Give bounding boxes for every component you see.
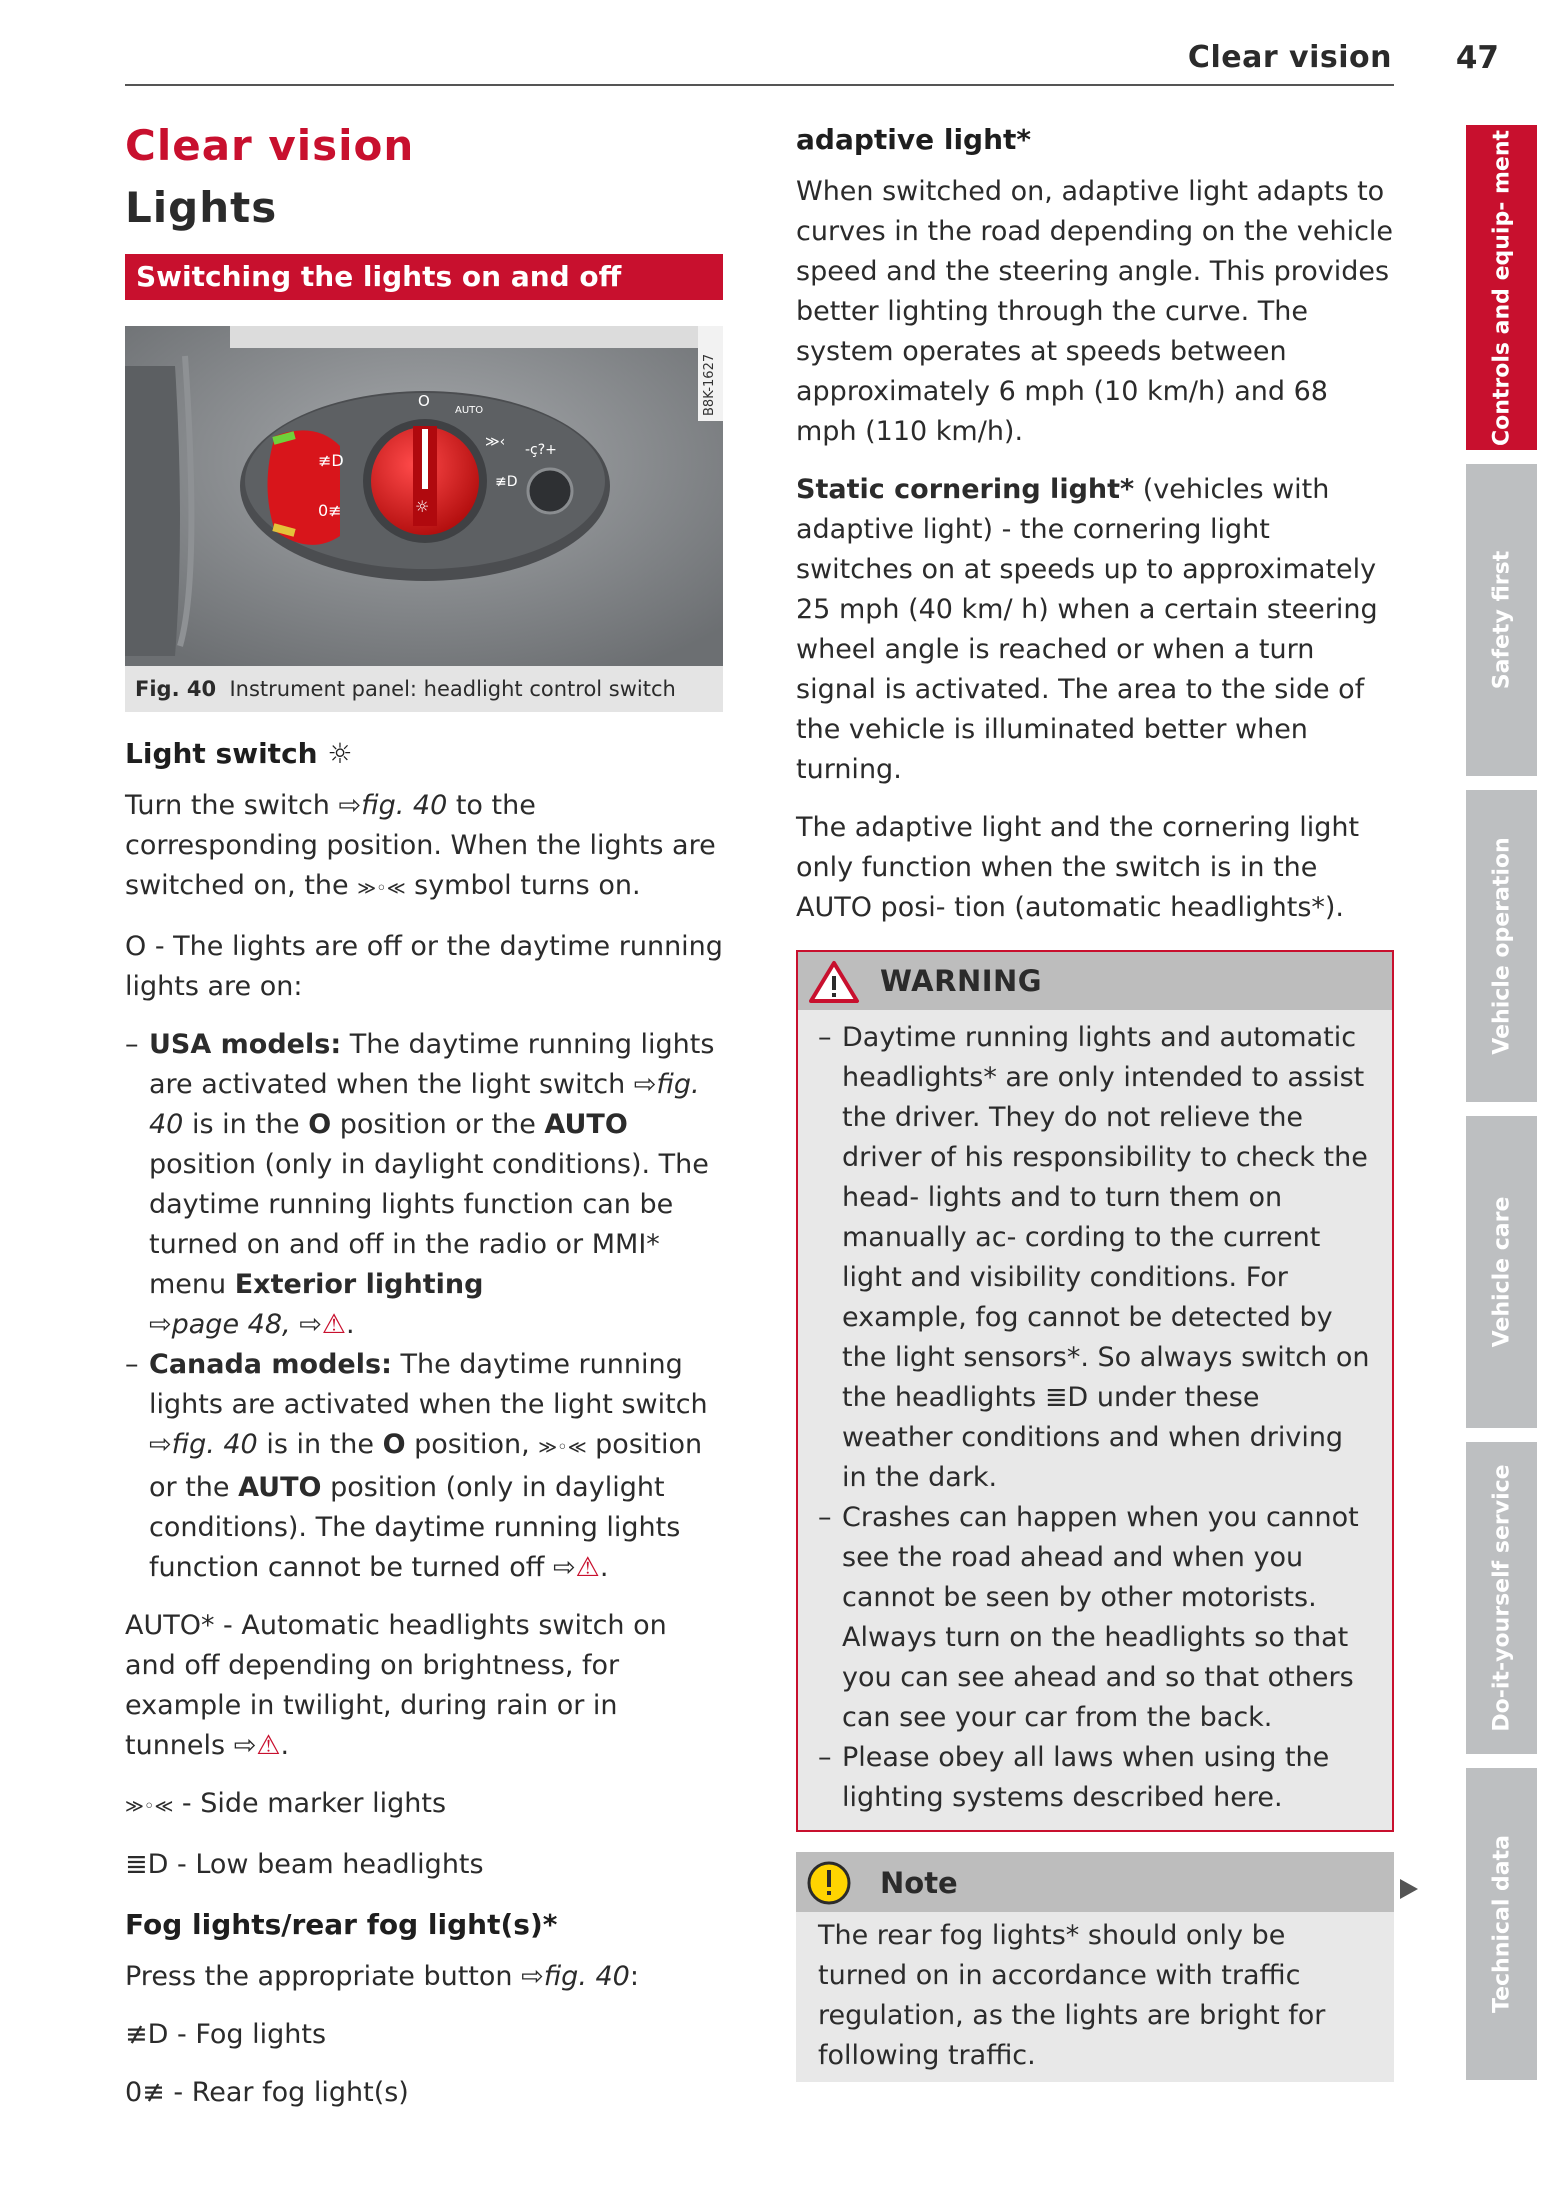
rear-fog-line: 0≢ - Rear fog light(s) (125, 2077, 409, 2108)
page-number: 47 (1455, 40, 1499, 76)
side-marker-icon: ≫◦≪ (357, 878, 406, 899)
note-label: Note (880, 1866, 958, 1900)
running-title: Clear vision (1187, 40, 1392, 75)
right-column (796, 120, 1394, 2082)
side-marker-icon: ≫◦≪ (538, 1437, 587, 1458)
tab-technical-data[interactable]: Technical data (1466, 1768, 1537, 2080)
tab-vehicle-operation[interactable]: Vehicle operation (1466, 790, 1537, 1102)
low-beam-icon: ≣D (1044, 1382, 1089, 1413)
note-body (796, 1912, 1394, 2082)
warning-body (798, 1010, 1392, 1830)
warning-triangle-icon[interactable]: ⚠ (256, 1730, 281, 1761)
warning-icon (808, 960, 860, 1004)
arrow-icon: ⇨ (233, 1730, 257, 1761)
side-marker-line: ≫◦≪ - Side marker lights (125, 1788, 447, 1819)
figure-code: B8K-1627 (702, 353, 717, 416)
header-rule (125, 84, 1394, 86)
figure-caption (125, 666, 723, 712)
figure-reference-link[interactable]: fig. 40 (149, 1069, 700, 1140)
svg-text:≢D: ≢D (318, 451, 344, 470)
warning-item: – Please obey all laws when using the lighting systems described here. (818, 1738, 1370, 1818)
fog-lights-heading: Fog lights/rear fog light(s)* (125, 1908, 558, 1941)
arrow-icon: ⇨ (149, 1429, 172, 1460)
page-reference-link[interactable]: page 48, (171, 1309, 291, 1340)
adaptive-auto-paragraph: The adaptive light and the cornering light only function when the switch is in the AUTO posi- tion (automatic headlights*). (796, 812, 1360, 923)
tab-controls-and-equipment[interactable]: Controls and equip- ment (1466, 125, 1537, 450)
arrow-icon: ⇨ (553, 1552, 576, 1583)
fog-light-icon: ≢D (125, 2019, 169, 2050)
warning-label: WARNING (880, 964, 1043, 998)
warning-item: – Crashes can happen when you cannot see the road ahead and when you cannot be seen by other motorists. Always turn on the headlights so that you can see ahead and so that others can see your car from the back. (818, 1498, 1370, 1738)
figure-label-o: O (418, 392, 430, 410)
warning-triangle-icon[interactable]: ⚠ (575, 1552, 600, 1583)
figure-reference-link[interactable]: fig. 40 (361, 790, 448, 821)
svg-text:≫‹: ≫‹ (485, 434, 506, 450)
light-switch-sun-icon: ☼ (327, 737, 353, 770)
warning-triangle-icon[interactable]: ⚠ (321, 1309, 347, 1340)
static-cornering-paragraph: Static cornering light* (vehicles with adaptive light) - the cornering light switches on at speeds up to approximately 25 mph (40 km/ h) when a certain steering wheel angle is reached or when a turn signal is activated. The area to the side of the vehicle is illuminated better when turning. (796, 474, 1378, 785)
figure-caption-number: Fig. 40 (135, 677, 217, 701)
note-header (796, 1852, 1394, 1912)
arrow-icon: ⇨ (521, 1961, 544, 1992)
fog-lights-line: ≢D - Fog lights (125, 2019, 327, 2050)
chapter-title: Clear vision (125, 121, 415, 170)
low-beam-icon: ≣D (125, 1849, 169, 1880)
section-title: Lights (125, 183, 278, 232)
tab-vehicle-care[interactable]: Vehicle care (1466, 1116, 1537, 1428)
headlight-switch-illustration (125, 326, 723, 666)
light-switch-paragraph: Turn the switch ⇨fig. 40 to the corresponding position. When the lights are switched on, the ≫◦≪ symbol turns on. (125, 790, 716, 901)
tab-do-it-yourself-service[interactable]: Do-it-yourself service (1466, 1442, 1537, 1754)
side-marker-icon: ≫◦≪ (125, 1796, 174, 1817)
auto-paragraph: AUTO* - Automatic headlights switch on and off depending on brightness, for example in twilight, during rain or in tunnels ⇨⚠. (125, 1610, 667, 1761)
svg-text:-ç?+: -ç?+ (525, 442, 557, 458)
section-bar: Switching the lights on and off (125, 254, 723, 300)
warning-box (796, 950, 1394, 1832)
usa-models-item: – USA models: The daytime running lights are activated when the light switch ⇨fig. 40 is in the O position or the AUTO position (only in daylight conditions). The daytime running lights function can be turned on and off in the radio or MMI* menu Exterior lighting ⇨page 48, ⇨⚠. (125, 1025, 723, 1345)
figure-headlight-switch (125, 326, 723, 666)
svg-text:0≢: 0≢ (318, 501, 342, 520)
adaptive-light-heading: adaptive light* (796, 123, 1032, 156)
note-text: The rear fog lights* should only be turned on in accordance with traffic regulation, as the lights are bright for following traffic. (818, 1920, 1326, 2071)
fog-press-paragraph: Press the appropriate button ⇨fig. 40: (125, 1961, 639, 1992)
svg-text:≢D: ≢D (495, 474, 518, 490)
continue-arrow-icon (1400, 1879, 1418, 1899)
figure-reference-link[interactable]: fig. 40 (543, 1961, 630, 1992)
warning-header (798, 952, 1392, 1010)
light-switch-heading: Light switch ☼ (125, 737, 353, 770)
exclamation-circle-icon (806, 1860, 852, 1906)
svg-text:☼: ☼ (415, 497, 430, 516)
canada-models-item: – Canada models: The daytime running lights are activated when the light switch ⇨fig. 40 is in the O position, ≫◦≪ position or the AUTO position (only in daylight conditions). The daytime running lights function cannot be turned off ⇨⚠. (125, 1345, 723, 1588)
low-beam-line: ≣D - Low beam headlights (125, 1849, 484, 1880)
tab-safety-first[interactable]: Safety first (1466, 464, 1537, 776)
arrow-icon: ⇨ (633, 1069, 657, 1100)
figure-reference-link[interactable]: fig. 40 (171, 1429, 258, 1460)
off-position-paragraph: O - The lights are off or the daytime running lights are on: (125, 931, 723, 1002)
arrow-icon: ⇨ (338, 790, 362, 821)
adaptive-light-paragraph: When switched on, adaptive light adapts to curves in the road depending on the vehicle speed and the steering angle. This provides better lighting through the curve. The system operates at speeds between approximately 6 mph (10 km/h) and 68 mph (110 km/h). (796, 176, 1394, 447)
arrow-icon: ⇨ (149, 1309, 172, 1340)
left-column (125, 120, 723, 2131)
arrow-icon: ⇨ (299, 1309, 322, 1340)
note-box (796, 1852, 1394, 2082)
figure-caption-text: Instrument panel: headlight control switch (229, 677, 676, 701)
warning-item: – Daytime running lights and automatic headlights* are only intended to assist the driver. They do not relieve the driver of his responsibility to check the head- lights and to turn them on manually ac- cording to the current light and visibility conditions. For example, fog cannot be detected by the light sensors*. So always switch on the headlights ≣D under these weather conditions and when driving in the dark. (818, 1018, 1370, 1498)
rear-fog-light-icon: 0≢ (125, 2077, 165, 2108)
figure-label-auto: AUTO (455, 405, 484, 416)
